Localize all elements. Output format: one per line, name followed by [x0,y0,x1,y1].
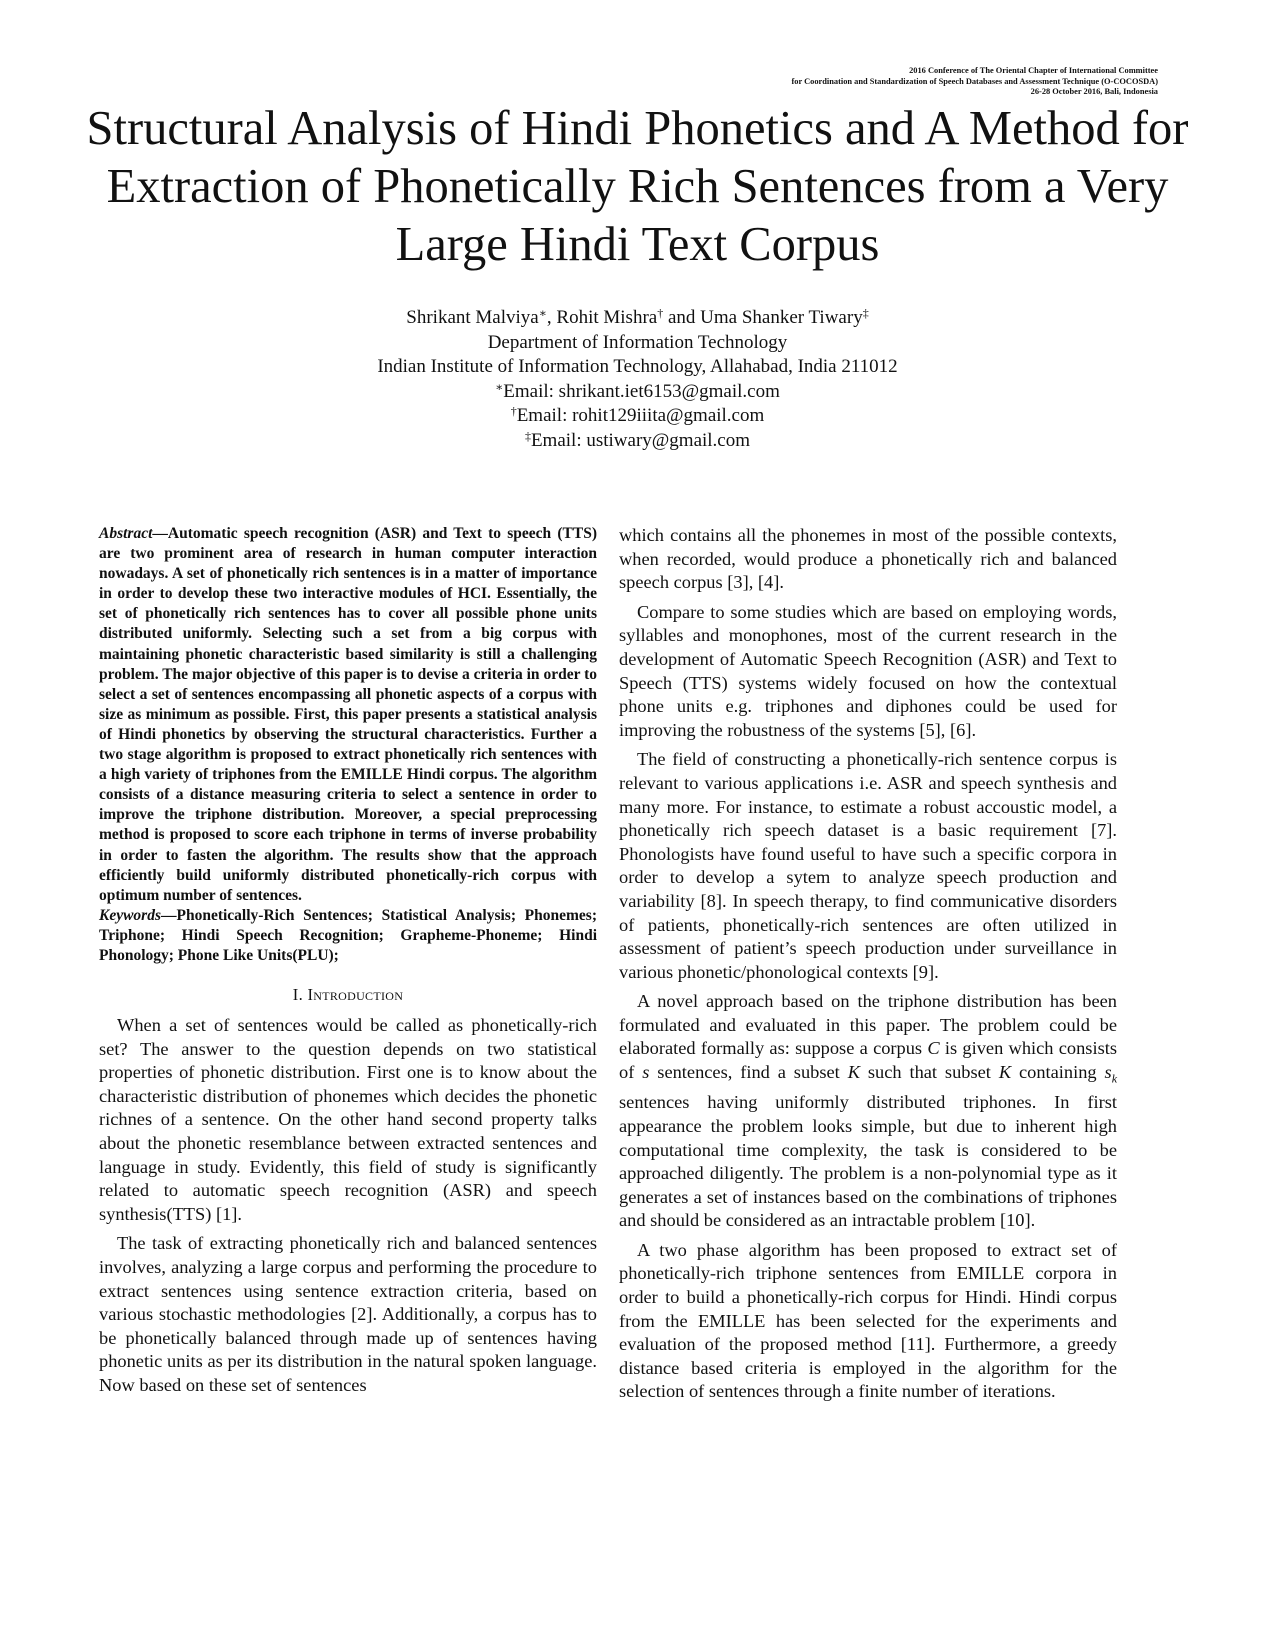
right-column [619,524,1117,1404]
email-3-mark: ‡ [524,428,531,443]
email-2-text: Email: rohit129iiita@gmail.com [516,405,765,426]
math-var-sk-subscript: k [1111,1071,1118,1086]
text-run: such that subset [859,1062,999,1083]
intro-paragraph-5: The field of constructing a phonetically-rich sentence corpus is relevant to various applications i.e. ASR and speech synthesis and many more. For instance, to estimate a robust accoustic model, a phonetically rich speech dataset is a basic requirement [7]. Phonologists have found useful to have such a specific corpora in order to develop a sytem to analyze speech production and variability [8]. In speech therapy, to find communicative disorders of patients, phonetically-rich sentences are often utilized in assessment of patient’s speech production under surveillance in various phonetic/phonological contexts [9]. [619,749,1117,982]
author-2: Rohit Mishra [556,307,658,328]
keywords-text: Phonetically-Rich Sentences; Statistical Analysis; Phonemes; Triphone; Hindi Speech Recognition; Grapheme-Phoneme; Hindi Phonology; Phone Like Units(PLU); [99,906,597,964]
email-2-mark: † [510,404,517,418]
intro-paragraph-2: The task of extracting phonetically rich and balanced sentences involves, analyzing a large corpus and performing the procedure to extract sentences using sentence extraction criteria, based on various stochastic methodologies [2]. Additionally, a corpus has to be phonetically balanced through made up of sentences having phonetic units as per its distribution in the natural spoken language. Now based on these set of sentences [99,1233,597,1395]
abstract-text: Automatic speech recognition (ASR) and Text to speech (TTS) are two prominent area of research in human computer interaction nowadays. A set of phonetically rich sentences is in a matter of importance in order to develop these two interactive modules of HCI. Essentially, the set of phonetically rich sentences has to cover all possible phone units distributed uniformly. Selecting such a set from a big corpus with maintaining phonetic characteristic based similarity is still a challenging problem. The major objective of this paper is to devise a criteria in order to select a set of sentences encompassing all phonetic aspects of a corpus with size as minimum as possible. First, this paper presents a statistical analysis of Hindi phonetics by observing the structural characteristics. Further a two stage algorithm is proposed to extract phonetically rich sentences with a high variety of triphones from the EMILLE Hindi corpus. The algorithm consists of a distance measuring criteria to select a sentence in order to improve the triphone distribution. Moreover, a special preprocessing method is proposed to score each triphone in terms of inverse probability in order to fasten the algorithm. The results show that the approach efficiently build uniformly distributed phonetically-rich corpus with optimum number of sentences. [99,525,597,904]
text-run: sentences having uniformly distributed triphones. In first appearance the problem looks simple, but due to inherent high computational time complexity, the task is considered to be approached diligently. The problem is a non-polynomial type as it generates a set of instances based on the combinations of triphones and should be considered as an intractable problem [10]. [619,1092,1117,1231]
abstract-label: Abstract [99,525,153,542]
intro-paragraph-4: Compare to some studies which are based on employing words, syllables and monophones, most of the current research in the development of Automatic Speech Recognition (ASR) and Text to Speech (TTS) systems widely focused on how the contextual phone units e.g. triphones and diphones could be used for improving the robustness of the systems [5], [6]. [619,601,1117,740]
email-3-text: Email: ustiwary@gmail.com [530,429,751,451]
intro-paragraph-1: When a set of sentences would be called as phonetically-rich set? The answer to the question depends on two statistical properties of phonetic distribution. First one is to know about the characteristic distribution of phonemes which decides the phonetic richnes of a sentence. On the other hand second property talks about the phonetic resemblance between extracted sentences and language in study. Evidently, this field of study is significantly related to automatic speech recognition (ASR) and speech synthesis(TTS) [1]. [99,1015,597,1224]
conference-line-1: 2016 Conference of The Oriental Chapter of International Committee [909,66,1158,75]
email-1 [150,380,1125,405]
author-1-mark: ∗ [538,306,547,320]
email-1-mark: ∗ [495,379,504,394]
abstract [99,524,597,906]
text-run: is given which consists of [619,1038,1117,1083]
conference-line-2: for Coordination and Standardization of Speech Databases and Assessment Technique (O-COCOSDA) [791,76,1158,86]
author-block [150,306,1125,453]
abstract-dash: — [152,525,168,542]
author-separator: , [546,307,557,328]
section-title: Introduction [307,985,404,1005]
math-var-k: K [998,1062,1012,1083]
keywords-dash: — [161,906,177,924]
math-var-sk-base: s [1104,1062,1112,1083]
intro-paragraph-3: which contains all the phonemes in most of the possible contexts, when recorded, would produce a phonetically rich and balanced speech corpus [3], [4]. [619,525,1117,593]
text-run: sentences, find a subset [649,1062,848,1083]
math-var-c: C [927,1038,940,1059]
conference-line-3: 26-28 October 2016, Bali, Indonesia [1030,87,1158,97]
institute: Indian Institute of Information Technology, Allahabad, India 211012 [377,356,898,377]
author-separator: and [663,307,701,328]
email-3 [150,429,1125,454]
math-var-sk [1104,1062,1118,1086]
section-heading-introduction [99,984,597,1006]
department: Department of Information Technology [487,331,788,353]
email-1-text: Email: shrikant.iet6153@gmail.com [503,380,780,402]
math-var-s: s [642,1062,650,1083]
author-1: Shrikant Malviya [406,307,539,328]
keywords-label: Keywords [99,906,161,924]
section-number: I. [292,985,308,1005]
text-run: containing [1011,1062,1105,1083]
author-3-mark: ‡ [862,306,869,320]
math-var-k: K [847,1062,860,1083]
author-2-mark: † [657,306,664,320]
conference-header [558,66,1158,98]
author-names [150,306,1125,331]
intro-paragraph-7: A two phase algorithm has been proposed to extract set of phonetically-rich triphone sentences from EMILLE corpora in order to build a phonetically-rich corpus for Hindi. Hindi corpus from the EMILLE has been selected for the experiments and evaluation of the proposed method [11]. Furthermore, a greedy distance based criteria is employed in the algorithm for the selection of sentences through a finite number of iterations. [619,1239,1117,1402]
author-3: Uma Shanker Tiwary [700,307,863,328]
paper-title: Structural Analysis of Hindi Phonetics and A Method for Extraction of Phonetically Rich Sentences from a Very Large Hindi Text Corpus [86,102,1189,271]
intro-paragraph-6 [619,990,1117,1233]
keywords [99,906,597,966]
email-2 [150,404,1125,429]
text-run: A novel approach based on the triphone distribution has been formulated and evaluated in this paper. The problem could be elaborated formally as: suppose a corpus [619,991,1117,1059]
left-column [99,524,597,1398]
